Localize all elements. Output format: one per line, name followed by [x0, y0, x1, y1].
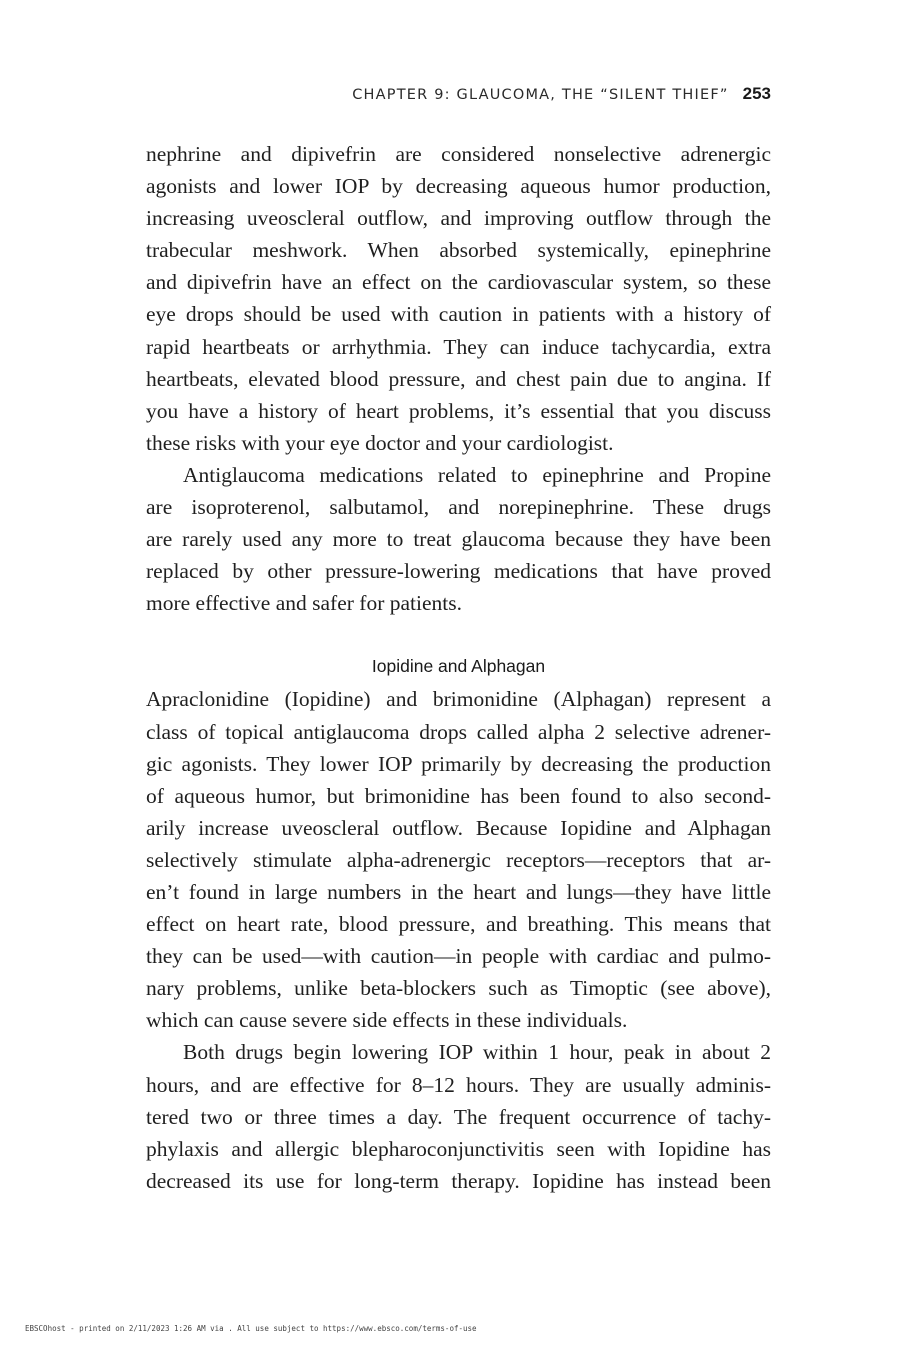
text-line: rapid heartbeats or arrhythmia. They can induce tachycardia, extra	[146, 334, 771, 359]
text-line: you have a history of heart problems, it’s essential that you discuss	[146, 398, 771, 423]
paragraph	[146, 683, 771, 1036]
text-line: nephrine and dipivefrin are considered nonselective adrenergic	[146, 142, 771, 166]
text-line: more effective and safer for patients.	[146, 591, 462, 616]
text-line: Antiglaucoma medications related to epinephrine and Propine	[183, 462, 771, 487]
text-line: hours, and are effective for 8–12 hours. They are usually adminis-	[146, 1072, 771, 1097]
text-line: en’t found in large numbers in the heart and lungs—they have little	[146, 879, 771, 904]
text-line: of aqueous humor, but brimonidine has been found to also second-	[146, 783, 771, 808]
section-heading: Iopidine and Alphagan	[371, 656, 546, 677]
text-line: these risks with your eye doctor and your cardiologist.	[146, 430, 614, 455]
text-line: heartbeats, elevated blood pressure, and chest pain due to angina. If	[146, 366, 771, 391]
text-line: are isoproterenol, salbutamol, and norepinephrine. These drugs	[146, 495, 771, 520]
page-number: 253	[742, 84, 771, 103]
text-line: are rarely used any more to treat glaucoma because they have been	[146, 527, 771, 552]
text-line: nary problems, unlike beta-blockers such as Timoptic (see above),	[146, 976, 771, 1001]
text-line: increasing uveoscleral outflow, and improving outflow through the	[146, 206, 771, 231]
paragraph	[146, 459, 771, 619]
text-line: Both drugs begin lowering IOP within 1 hour, peak in about 2	[183, 1040, 771, 1065]
paragraph	[146, 138, 771, 459]
text-line: agonists and lower IOP by decreasing aqueous humor production,	[146, 174, 771, 199]
running-title: CHAPTER 9: GLAUCOMA, THE “SILENT THIEF”	[352, 87, 729, 103]
text-line: gic agonists. They lower IOP primarily by decreasing the production	[146, 751, 771, 776]
text-line: replaced by other pressure-lowering medications that have proved	[146, 559, 771, 584]
paragraph	[146, 1036, 771, 1196]
text-line: class of topical antiglaucoma drops called alpha 2 selective adrener-	[146, 719, 771, 744]
body-text	[146, 138, 771, 1197]
text-line: arily increase uveoscleral outflow. Because Iopidine and Alphagan	[146, 815, 771, 840]
text-line: eye drops should be used with caution in patients with a history of	[146, 302, 771, 327]
text-line: selectively stimulate alpha-adrenergic receptors—receptors that ar-	[146, 847, 771, 872]
text-line: tered two or three times a day. The frequent occurrence of tachy-	[146, 1104, 771, 1129]
text-line: effect on heart rate, blood pressure, and breathing. This means that	[146, 912, 771, 937]
text-line: Apraclonidine (Iopidine) and brimonidine (Alphagan) represent a	[146, 687, 771, 712]
text-line: decreased its use for long-term therapy. Iopidine has instead been	[146, 1168, 771, 1193]
section-spacer	[146, 619, 771, 655]
text-line: phylaxis and allergic blepharoconjunctivitis seen with Iopidine has	[146, 1136, 771, 1161]
text-line: which can cause severe side effects in these individuals.	[146, 1008, 628, 1033]
running-head	[146, 84, 771, 105]
text-line: trabecular meshwork. When absorbed systemically, epinephrine	[146, 238, 771, 263]
footer-notice: EBSCOhost - printed on 2/11/2023 1:26 AM via . All use subject to https://www.ebsco.com/terms-of-use	[25, 1324, 477, 1333]
text-line: they can be used—with caution—in people with cardiac and pulmo-	[146, 944, 771, 969]
text-line: and dipivefrin have an effect on the cardiovascular system, so these	[146, 270, 771, 295]
